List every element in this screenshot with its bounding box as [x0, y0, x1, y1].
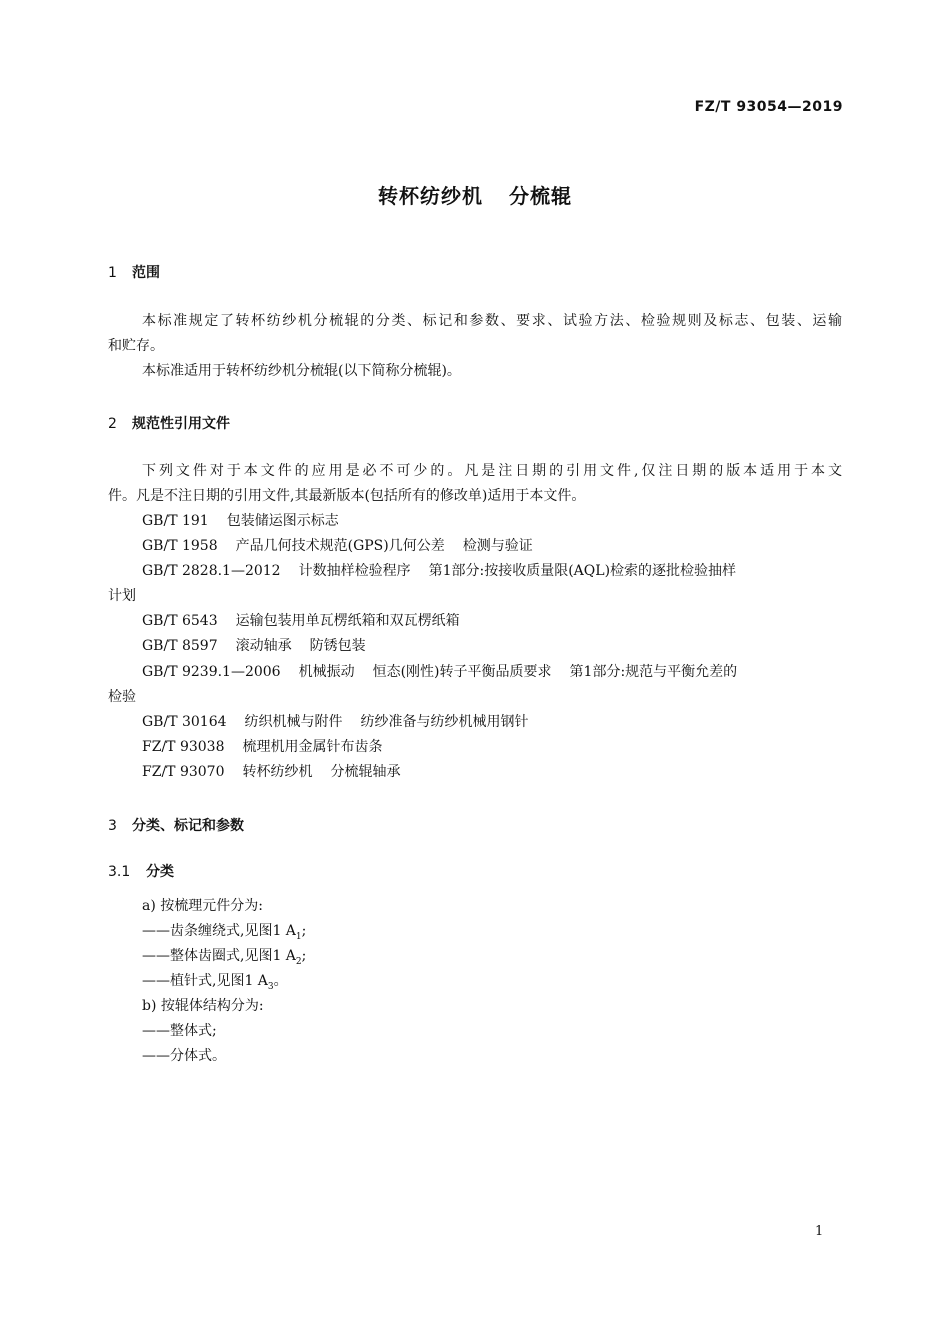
paragraph: 本标准规定了转杯纺纱机分梳辊的分类、标记和参数、要求、试验方法、检验规则及标志、包装、运输	[142, 313, 842, 329]
reference-item	[142, 710, 529, 735]
paragraph-continuation: 件。凡是不注日期的引用文件,其最新版本(包括所有的修改单)适用于本文件。	[108, 488, 586, 504]
reference-title: 纺织机械与附件	[244, 714, 343, 730]
document-title	[0, 180, 950, 209]
reference-continuation: 检验	[108, 689, 136, 705]
page-number: 1	[815, 1224, 824, 1239]
section-3-1-heading	[108, 861, 174, 881]
paragraph-continuation: 和贮存。	[108, 338, 164, 354]
list-text: ——齿条缠绕式,见图1 A	[142, 923, 296, 939]
reference-title: 包装储运图示标志	[226, 513, 339, 529]
list-text: ——植针式,见图1 A	[142, 973, 268, 989]
list-item: ——分体式。	[142, 1048, 226, 1064]
list-punct: ;	[301, 948, 307, 964]
list-punct: ;	[301, 923, 307, 939]
list-punct: 。	[273, 973, 288, 989]
section-number: 1	[108, 265, 117, 281]
reference-title: 转杯纺纱机	[242, 764, 313, 780]
paragraph: 下列文件对于本文件的应用是必不可少的。凡是注日期的引用文件,仅注日期的版本适用于本文	[142, 463, 842, 479]
reference-title: 恒态(刚性)转子平衡品质要求	[372, 664, 552, 680]
section-2-heading	[108, 413, 230, 433]
reference-title: 运输包装用单瓦楞纸箱和双瓦楞纸箱	[235, 613, 460, 629]
reference-item	[142, 534, 533, 559]
reference-title: 第1部分:规范与平衡允差的	[569, 664, 738, 680]
reference-title: 滚动轴承	[235, 638, 292, 654]
reference-code: GB/T 9239.1—2006	[142, 664, 281, 680]
reference-title: 第1部分:按接收质量限(AQL)检索的逐批检验抽样	[428, 563, 737, 579]
reference-title: 计数抽样检验程序	[298, 563, 411, 579]
paragraph: 本标准适用于转杯纺纱机分梳辊(以下简称分梳辊)。	[142, 363, 461, 379]
title-part-2: 分梳辊	[509, 184, 572, 208]
reference-item	[142, 509, 339, 534]
section-title: 规范性引用文件	[132, 416, 230, 432]
reference-continuation: 计划	[108, 588, 136, 604]
reference-code: FZ/T 93038	[142, 739, 225, 755]
reference-title: 分梳辊轴承	[330, 764, 401, 780]
reference-item	[142, 634, 366, 659]
subscript: 1	[295, 931, 302, 942]
subscript: 3	[267, 981, 274, 992]
reference-code: FZ/T 93070	[142, 764, 225, 780]
reference-code: GB/T 1958	[142, 538, 218, 554]
section-title: 范围	[132, 265, 160, 281]
title-part-1: 转杯纺纱机	[378, 184, 483, 208]
reference-item	[142, 735, 382, 760]
reference-code: GB/T 8597	[142, 638, 218, 654]
reference-title: 机械振动	[298, 664, 355, 680]
reference-title: 检测与验证	[462, 538, 533, 554]
section-number: 3.1	[108, 864, 131, 880]
reference-title: 产品几何技术规范(GPS)几何公差	[235, 538, 445, 554]
reference-title: 梳理机用金属针布齿条	[242, 739, 383, 755]
section-number: 3	[108, 818, 117, 834]
reference-code: GB/T 6543	[142, 613, 218, 629]
reference-item	[142, 660, 737, 685]
list-item: b) 按辊体结构分为:	[142, 998, 264, 1014]
list-text: ——整体齿圈式,见图1 A	[142, 948, 296, 964]
reference-title: 防锈包装	[309, 638, 366, 654]
section-title: 分类、标记和参数	[132, 818, 244, 834]
reference-item	[142, 609, 460, 634]
section-1-heading	[108, 262, 160, 282]
reference-code: GB/T 2828.1—2012	[142, 563, 281, 579]
section-title: 分类	[146, 864, 174, 880]
reference-item	[142, 760, 400, 785]
subscript: 2	[295, 956, 302, 967]
reference-code: GB/T 30164	[142, 714, 227, 730]
section-number: 2	[108, 416, 117, 432]
standard-number: FZ/T 93054—2019	[694, 99, 843, 115]
list-item: ——整体式;	[142, 1023, 217, 1039]
list-item: a) 按梳理元件分为:	[142, 898, 263, 914]
reference-title: 纺纱准备与纺纱机械用钢针	[360, 714, 529, 730]
reference-code: GB/T 191	[142, 513, 209, 529]
section-3-heading	[108, 815, 244, 835]
reference-item	[142, 559, 736, 584]
